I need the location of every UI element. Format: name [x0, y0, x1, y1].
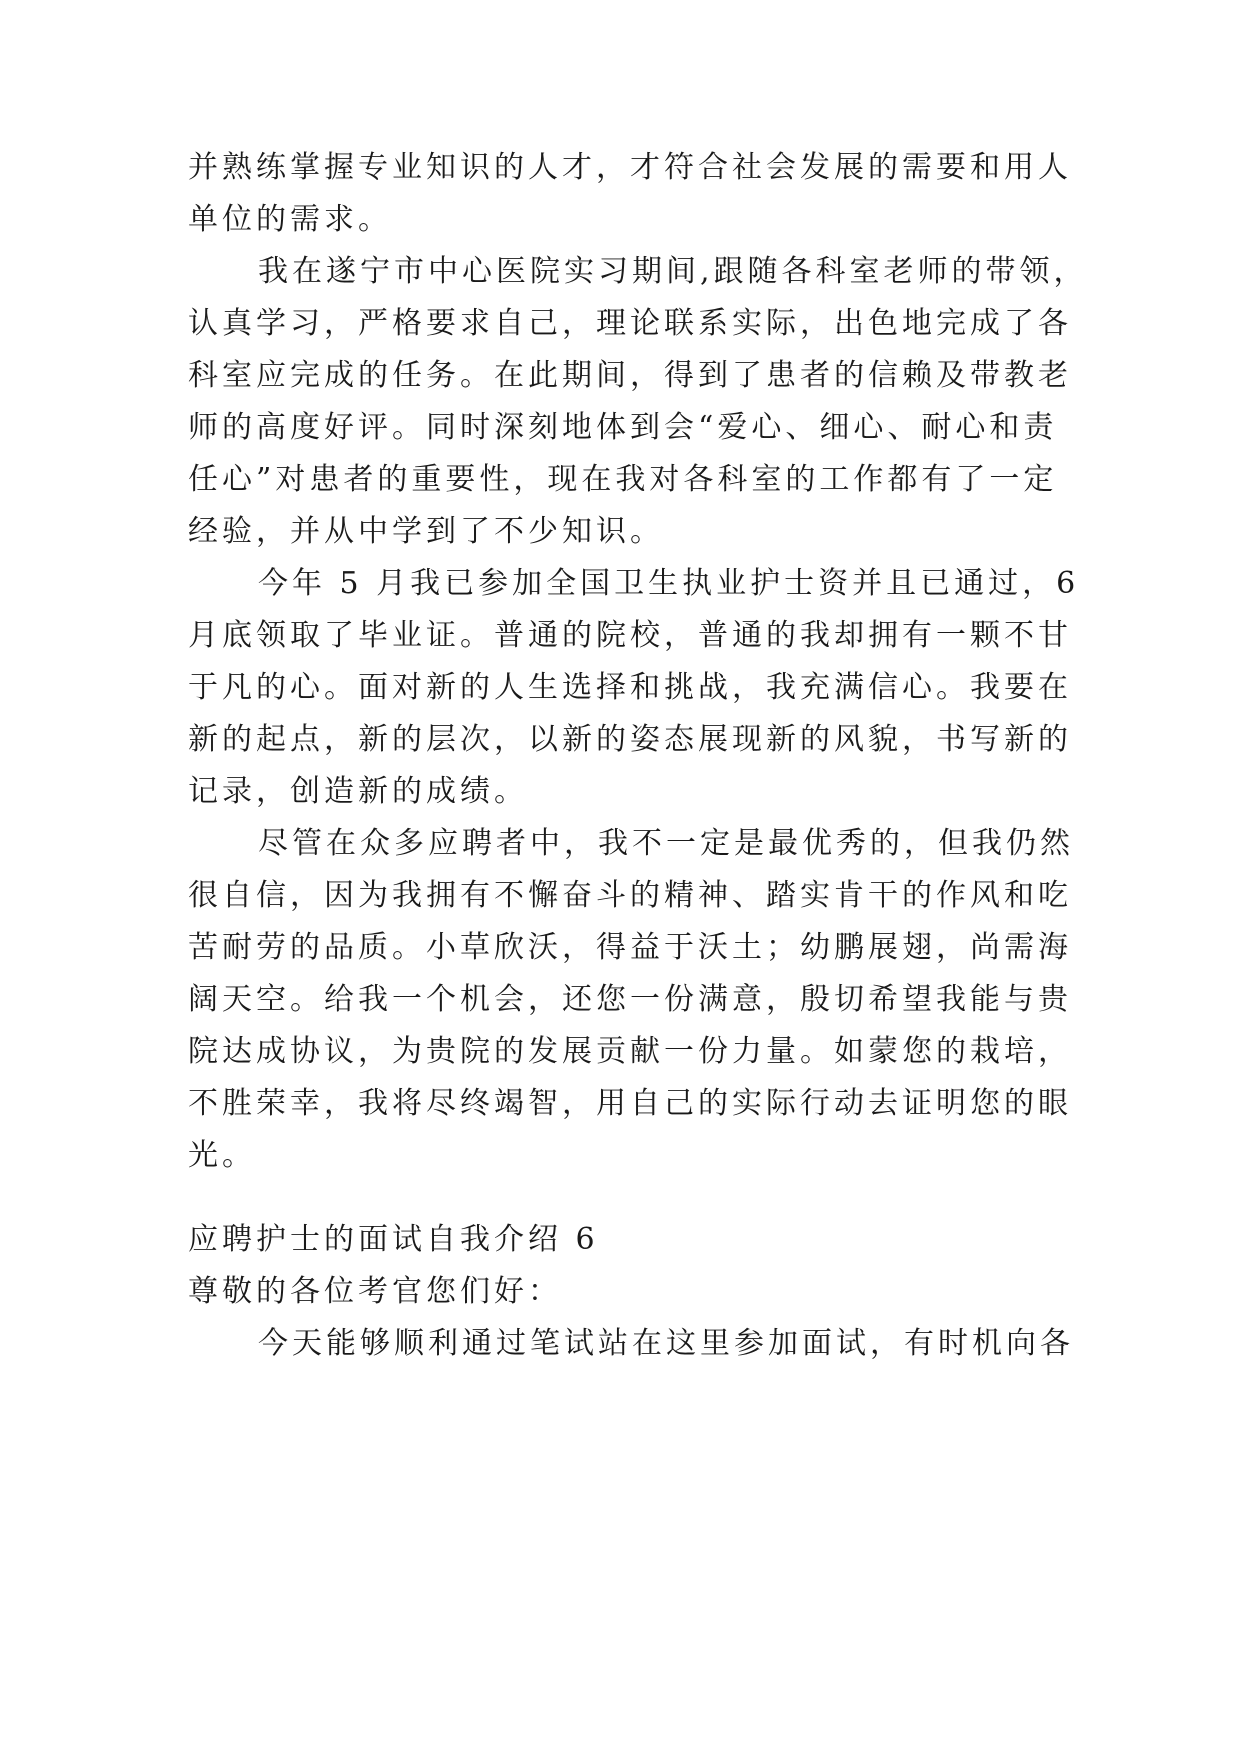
paragraph-first-line: 今天能够顺利通过笔试站在这里参加面试，有时机向各: [258, 1326, 1074, 1361]
text-line: 阔天空。给我一个机会，还您一份满意，殷切希望我能与贵: [188, 982, 1072, 1017]
text-line: 苦耐劳的品质。小草欣沃，得益于沃土；幼鹏展翅，尚需海: [188, 930, 1072, 965]
paragraph-first-line: 尽管在众多应聘者中，我不一定是最优秀的，但我仍然: [258, 826, 1074, 861]
text-line: 科室应完成的任务。在此期间，得到了患者的信赖及带教老: [188, 358, 1072, 393]
section-title: 应聘护士的面试自我介绍 6: [188, 1222, 599, 1257]
text-line: 认真学习，严格要求自己，理论联系实际，出色地完成了各: [188, 306, 1072, 341]
text-line: 很自信，因为我拥有不懈奋斗的精神、踏实肯干的作风和吃: [188, 878, 1072, 913]
text-line: 月底领取了毕业证。普通的院校，普通的我却拥有一颗不甘: [188, 618, 1072, 653]
text-line: 不胜荣幸，我将尽终竭智，用自己的实际行动去证明您的眼: [188, 1086, 1072, 1121]
text-line: 任心”对患者的重要性，现在我对各科室的工作都有了一定: [188, 462, 1058, 497]
paragraph-first-line: 今年 5 月我已参加全国卫生执业护士资并且已通过，6: [258, 566, 1080, 601]
text-line: 师的高度好评。同时深刻地体到会“爱心、细心、耐心和责: [188, 410, 1058, 445]
text-line: 新的起点，新的层次，以新的姿态展现新的风貌，书写新的: [188, 722, 1072, 757]
text-line: 院达成协议，为贵院的发展贡献一份力量。如蒙您的栽培，: [188, 1034, 1072, 1069]
salutation: 尊敬的各位考官您们好：: [188, 1274, 562, 1309]
text-line: 并熟练掌握专业知识的人才，才符合社会发展的需要和用人: [188, 150, 1072, 185]
text-line: 记录，创造新的成绩。: [188, 774, 528, 809]
paragraph-first-line: 我在遂宁市中心医院实习期间,跟随各科室老师的带领，: [258, 254, 1088, 289]
text-line: 经验，并从中学到了不少知识。: [188, 514, 664, 549]
text-line: 于凡的心。面对新的人生选择和挑战，我充满信心。我要在: [188, 670, 1072, 705]
text-line: 单位的需求。: [188, 202, 392, 237]
text-line: 光。: [188, 1138, 256, 1173]
